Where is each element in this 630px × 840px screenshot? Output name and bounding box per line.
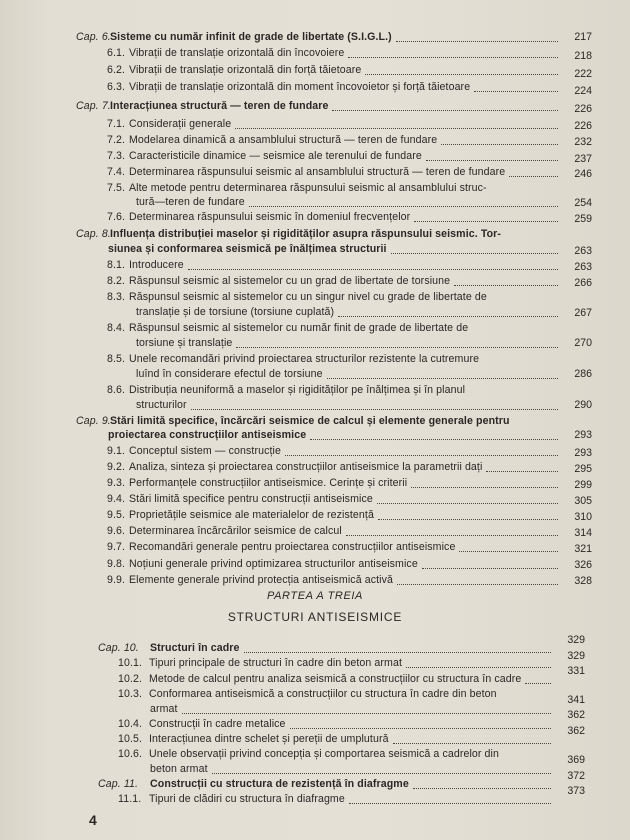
toc-page-number: 329 — [567, 634, 585, 646]
leader-dots — [486, 470, 558, 472]
leader-dots — [459, 550, 558, 552]
page-number: 4 — [89, 812, 97, 828]
toc-section-entry — [107, 63, 361, 77]
toc-section-entry — [107, 492, 373, 506]
leader-dots — [235, 127, 558, 129]
leader-dots — [338, 315, 558, 317]
leader-dots — [525, 682, 551, 684]
toc-entry-number: Cap. 10. — [98, 642, 139, 654]
toc-section-entry — [107, 444, 281, 458]
toc-section-entry — [107, 540, 455, 554]
part-label: PARTEA A TREIA — [266, 590, 363, 602]
toc-entry-title: Influența distribuției maselor și rigidităților asupra răspunsului seismic. Tor- — [110, 228, 502, 240]
toc-entry-number: 9.1. — [107, 445, 126, 457]
toc-entry-number: 9.5. — [107, 509, 126, 521]
toc-entry-number: 10.2. — [118, 673, 143, 685]
toc-page-number: 237 — [574, 153, 592, 165]
toc-page-number: 369 — [567, 754, 585, 766]
toc-entry-number: 8.5. — [107, 353, 126, 365]
leader-dots — [441, 143, 558, 145]
toc-page-number: 310 — [574, 511, 592, 523]
toc-page-number: 246 — [574, 168, 592, 180]
toc-section-entry — [107, 321, 468, 335]
toc-entry-number: 8.2. — [107, 275, 126, 287]
toc-entry-number: 8.3. — [107, 291, 126, 303]
toc-entry-title: Unele observații privind concepția și comportarea seismică a cadrelor din — [149, 748, 499, 760]
toc-entry-number: 10.3. — [118, 688, 143, 700]
leader-dots — [393, 742, 551, 744]
toc-entry-title: Vibrații de translație orizontală din încovoiere — [129, 47, 345, 59]
toc-entry-number: Cap. 8. — [76, 228, 111, 240]
toc-entry-number: 7.6. — [107, 211, 126, 223]
toc-entry-title: Unele recomandări privind proiectarea structurilor rezistente la cutremure — [129, 353, 480, 365]
leader-dots — [188, 268, 558, 270]
toc-page-number: 341 — [567, 694, 585, 706]
toc-page-number: 321 — [574, 543, 592, 555]
toc-page-number: 232 — [574, 136, 592, 148]
leader-dots — [212, 772, 551, 774]
toc-entry-continuation: armat — [150, 703, 178, 715]
toc-section-entry — [107, 524, 342, 538]
toc-entry-title: Introducere — [129, 259, 184, 271]
toc-section-entry — [107, 274, 450, 288]
toc-section-entry — [118, 656, 402, 670]
leader-dots — [422, 567, 558, 569]
leader-dots — [244, 651, 551, 653]
toc-page-number: 299 — [574, 479, 592, 491]
toc-page-number: 293 — [574, 447, 592, 459]
toc-section-entry — [107, 210, 410, 224]
toc-page-number: 270 — [574, 337, 592, 349]
toc-section-entry — [107, 46, 344, 60]
leader-dots — [509, 175, 558, 177]
toc-entry-title: Considerații generale — [129, 118, 232, 130]
toc-entry-title: Tipuri de clădiri cu structura în diafragme — [149, 793, 345, 805]
toc-section-entry — [107, 258, 184, 272]
toc-entry-number: 7.3. — [107, 150, 126, 162]
leader-dots — [349, 802, 551, 804]
toc-entry-title: Recomandări generale pentru proiectarea construcțiilor antiseismice — [129, 541, 456, 553]
toc-page-number: 373 — [567, 785, 585, 797]
toc-entry-number: Cap. 7. — [76, 100, 111, 112]
toc-entry-number: Cap. 11. — [98, 778, 139, 790]
toc-entry-title: Tipuri principale de structuri în cadre din beton armat — [149, 657, 403, 669]
toc-page-number: 290 — [574, 399, 592, 411]
toc-entry-continuation: luînd în considerare efectul de torsiune — [136, 368, 323, 380]
toc-entry-number: 6.1. — [107, 47, 126, 59]
toc-page-number: 362 — [567, 725, 585, 737]
leader-dots — [378, 518, 558, 520]
leader-dots — [290, 727, 551, 729]
toc-entry-number: 9.8. — [107, 558, 126, 570]
toc-section-entry — [107, 508, 374, 522]
toc-page-number: 217 — [574, 31, 592, 43]
toc-entry-title: Noțiuni generale privind optimizarea structurilor antiseismice — [129, 558, 418, 570]
toc-entry-title: Interacțiunea dintre schelet și pereții de umplutură — [149, 733, 389, 745]
toc-section-entry — [118, 672, 521, 686]
toc-entry-number: 9.7. — [107, 541, 126, 553]
toc-section-entry — [107, 290, 487, 304]
toc-section-entry — [107, 460, 482, 474]
leader-dots — [182, 712, 551, 714]
toc-chapter-entry — [98, 777, 409, 791]
toc-entry-continuation: structurilor — [136, 399, 187, 411]
toc-entry-title: Vibrații de translație orizontală din moment încovoietor și forță tăietoare — [129, 81, 471, 93]
leader-dots — [332, 109, 558, 111]
toc-entry-title: Metode de calcul pentru analiza seismică a construcțiilor cu structura în cadre — [149, 673, 522, 685]
leader-dots — [396, 40, 558, 42]
toc-page-number: 266 — [574, 277, 592, 289]
leader-dots — [411, 486, 558, 488]
toc-entry-title: Performanțele construcțiilor antiseismice. Cerințe și criterii — [129, 477, 408, 489]
toc-page-number: 328 — [574, 575, 592, 587]
toc-entry-title: Structuri în cadre — [150, 642, 240, 654]
part-heading — [0, 590, 630, 602]
leader-dots — [236, 346, 558, 348]
toc-page-number: 372 — [567, 770, 585, 782]
toc-section-entry — [107, 149, 422, 163]
toc-entry-title: Distribuția neuniformă a maselor și rigidităților pe înălțimea și în planul — [129, 384, 466, 396]
toc-entry-number: 10.4. — [118, 718, 143, 730]
leader-dots — [365, 73, 558, 75]
toc-section-entry — [107, 80, 470, 94]
toc-section-entry — [107, 165, 505, 179]
toc-page-number: 295 — [574, 463, 592, 475]
toc-entry-number: 8.4. — [107, 322, 126, 334]
toc-entry-title: Construcții în cadre metalice — [149, 718, 286, 730]
leader-dots — [406, 666, 551, 668]
toc-page-number: 226 — [574, 120, 592, 132]
leader-dots — [327, 377, 558, 379]
toc-entry-continuation: tură—teren de fundare — [136, 196, 245, 208]
toc-page-number: 254 — [574, 197, 592, 209]
toc-page-number: 263 — [574, 245, 592, 257]
toc-entry-continuation: proiectarea construcțiilor antiseismice — [108, 429, 307, 441]
leader-dots — [191, 408, 558, 410]
toc-entry-number: 10.6. — [118, 748, 143, 760]
leader-dots — [348, 56, 558, 58]
leader-dots — [249, 205, 558, 207]
toc-entry-number: Cap. 6. — [76, 31, 111, 43]
leader-dots — [414, 220, 558, 222]
toc-page-number: 331 — [567, 665, 585, 677]
toc-entry-title: Răspunsul seismic al sistemelor cu un singur nivel cu grade de libertate de — [129, 291, 487, 303]
toc-entry-number: 7.5. — [107, 182, 126, 194]
toc-entry-title: Stări limită specifice pentru construcții antiseismice — [129, 493, 373, 505]
toc-page-number: 263 — [574, 261, 592, 273]
toc-entry-title: Determinarea răspunsului seismic al ansamblului structură — teren de fundare — [129, 166, 506, 178]
toc-chapter-entry — [98, 641, 240, 655]
toc-entry-continuation: beton armat — [150, 763, 208, 775]
toc-entry-title: Sisteme cu număr infinit de grade de libertate (S.I.G.L.) — [110, 31, 392, 43]
toc-section-entry — [118, 747, 499, 761]
toc-page-number: 226 — [574, 103, 592, 115]
toc-section-entry — [107, 573, 393, 587]
toc-entry-title: Proprietățile seismice ale materialelor de rezistență — [129, 509, 374, 521]
toc-section-entry — [118, 792, 345, 806]
toc-entry-title: Analiza, sinteza și proiectarea construcțiilor antiseismice la parametrii dați — [129, 461, 483, 473]
toc-entry-number: 11.1. — [118, 793, 142, 805]
toc-entry-number: 9.6. — [107, 525, 126, 537]
toc-section-entry — [107, 181, 487, 195]
leader-dots — [454, 284, 558, 286]
toc-entry-title: Determinarea răspunsului seismic în domeniul frecvențelor — [129, 211, 411, 223]
leader-dots — [346, 534, 558, 536]
toc-entry-number: 6.3. — [107, 81, 126, 93]
toc-entry-title: Alte metode pentru determinarea răspunsului seismic al ansamblului struc- — [129, 182, 487, 194]
toc-entry-continuation: translație și de torsiune (torsiune cuplată) — [136, 306, 335, 318]
toc-entry-number: 10.1. — [118, 657, 143, 669]
toc-entry-number: 6.2. — [107, 64, 126, 76]
toc-entry-number: Cap. 9. — [76, 415, 111, 427]
toc-chapter-entry — [76, 30, 392, 44]
leader-dots — [391, 252, 558, 254]
leader-dots — [413, 787, 551, 789]
leader-dots — [397, 583, 558, 585]
toc-page-number: 326 — [574, 559, 592, 571]
toc-entry-title: Interacțiunea structură — teren de fundare — [110, 100, 329, 112]
toc-entry-title: Construcții cu structura de rezistență în diafragme — [150, 778, 409, 790]
toc-page-number: 362 — [567, 709, 585, 721]
toc-section-entry — [118, 717, 286, 731]
toc-chapter-entry — [76, 414, 510, 428]
toc-entry-number: 9.2. — [107, 461, 126, 473]
toc-page-number: 259 — [574, 213, 592, 225]
toc-entry-title: Răspunsul seismic al sistemelor cu un grad de libertate de torsiune — [129, 275, 451, 287]
toc-entry-title: Răspunsul seismic al sistemelor cu număr finit de grade de libertate de — [129, 322, 469, 334]
toc-entry-number: 9.9. — [107, 574, 126, 586]
toc-page-number: 286 — [574, 368, 592, 380]
toc-section-entry — [107, 557, 418, 571]
toc-page-number: 293 — [574, 429, 592, 441]
toc-entry-continuation: torsiune și translație — [136, 337, 233, 349]
toc-entry-number: 9.3. — [107, 477, 126, 489]
leader-dots — [377, 502, 558, 504]
toc-entry-title: Conformarea antiseismică a construcțiilor cu structura în cadre din beton — [149, 688, 497, 700]
toc-entry-number: 9.4. — [107, 493, 126, 505]
toc-entry-title: Elemente generale privind protecția antiseismică activă — [129, 574, 394, 586]
toc-page-number: 224 — [574, 85, 592, 97]
leader-dots — [310, 438, 558, 440]
part-title: STRUCTURI ANTISEISMICE — [227, 610, 403, 624]
toc-entry-number: 10.5. — [118, 733, 143, 745]
toc-entry-title: Stări limită specifice, încărcări seismice de calcul și elemente generale pentru — [110, 415, 510, 427]
toc-entry-title: Vibrații de translație orizontală din forță tăietoare — [129, 64, 362, 76]
toc-entry-number: 7.2. — [107, 134, 126, 146]
toc-section-entry — [107, 117, 231, 131]
toc-section-entry — [118, 687, 497, 701]
toc-entry-continuation: siunea și conformarea seismică pe înălțimea structurii — [108, 243, 387, 255]
toc-section-entry — [107, 133, 437, 147]
leader-dots — [474, 90, 558, 92]
toc-section-entry — [107, 383, 465, 397]
toc-entry-number: 7.1. — [107, 118, 126, 130]
leader-dots — [426, 159, 558, 161]
toc-section-entry — [118, 732, 389, 746]
toc-page-number: 267 — [574, 307, 592, 319]
toc-chapter-entry — [76, 227, 501, 241]
toc-page-number: 329 — [567, 650, 585, 662]
toc-page-number: 314 — [574, 527, 592, 539]
leader-dots — [285, 454, 558, 456]
toc-entry-number: 7.4. — [107, 166, 126, 178]
toc-page-number: 305 — [574, 495, 592, 507]
toc-entry-number: 8.1. — [107, 259, 126, 271]
toc-page-number: 218 — [574, 50, 592, 62]
toc-page-number: 222 — [574, 68, 592, 80]
toc-entry-title: Conceptul sistem — construcție — [129, 445, 281, 457]
toc-section-entry — [107, 476, 407, 490]
toc-entry-title: Determinarea încărcărilor seismice de calcul — [129, 525, 342, 537]
toc-section-entry — [107, 352, 479, 366]
toc-entry-title: Modelarea dinamică a ansamblului structură — teren de fundare — [129, 134, 438, 146]
toc-entry-title: Caracteristicile dinamice — seismice ale terenului de fundare — [129, 150, 422, 162]
toc-chapter-entry — [76, 99, 328, 113]
toc-entry-number: 8.6. — [107, 384, 126, 396]
